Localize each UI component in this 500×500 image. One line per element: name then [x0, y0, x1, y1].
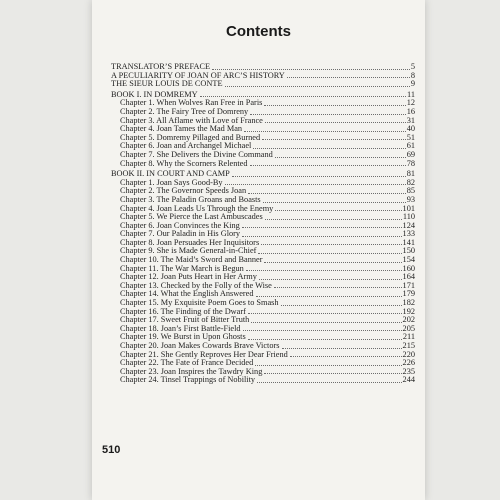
dot-leader — [242, 236, 401, 237]
part-title: BOOK I. IN DOMREMY — [111, 89, 198, 99]
chapter-title: Chapter 4. Joan Tames the Mad Man — [120, 124, 243, 134]
dot-leader — [244, 131, 406, 132]
chapter-page: 220 — [402, 349, 415, 359]
chapter-page: 31 — [406, 115, 415, 125]
entry-page: 5 — [410, 62, 415, 71]
chapter-title: Chapter 10. The Maid’s Sword and Banner — [120, 255, 263, 265]
dot-leader — [264, 373, 401, 374]
dot-leader — [250, 165, 406, 166]
chapter-page: 85 — [406, 186, 415, 196]
page-heading: Contents — [226, 23, 291, 40]
chapter-title: Chapter 22. The Fate of France Decided — [120, 358, 254, 368]
dot-leader — [274, 287, 402, 288]
chapter-title: Chapter 17. Sweet Fruit of Bitter Truth — [120, 315, 250, 325]
dot-leader — [256, 296, 402, 297]
chapter-title: Chapter 8. Why the Scorners Relented — [120, 158, 248, 168]
chapter-title: Chapter 4. Joan Leads Us Through the Enemy — [120, 203, 274, 213]
chapter-page: 133 — [402, 229, 415, 239]
chapter-title: Chapter 2. The Governor Speeds Joan — [120, 186, 247, 196]
chapter-page: 211 — [402, 332, 415, 342]
chapter-page: 244 — [402, 375, 415, 385]
chapter-page: 150 — [402, 246, 415, 256]
chapter-page: 93 — [406, 194, 415, 204]
dot-leader — [259, 279, 402, 280]
dot-leader — [248, 339, 402, 340]
chapter-title: Chapter 8. Joan Persuades Her Inquisitors — [120, 237, 260, 247]
dot-leader — [258, 253, 401, 254]
chapter-title: Chapter 12. Joan Puts Heart in Her Army — [120, 272, 257, 282]
entry-page: 9 — [410, 79, 415, 89]
part-title: BOOK II. IN COURT AND CAMP — [111, 169, 230, 179]
entry-title: A PECULIARITY OF JOAN OF ARC’S HISTORY — [111, 70, 285, 80]
chapter-page: 124 — [402, 220, 415, 230]
chapter-page: 82 — [406, 177, 415, 187]
chapter-page: 192 — [402, 306, 415, 316]
dot-leader — [243, 330, 402, 331]
chapter-title: Chapter 1. When Wolves Ran Free in Paris — [120, 98, 263, 108]
chapter-title: Chapter 16. The Finding of the Dwarf — [120, 306, 246, 316]
dot-leader — [242, 227, 402, 228]
chapter-title: Chapter 21. She Gently Reproves Her Dear Friend — [120, 349, 288, 359]
toc-chapter — [111, 160, 415, 169]
chapter-title: Chapter 7. Our Paladin in His Glory — [120, 229, 241, 239]
dot-leader — [225, 184, 406, 185]
chapter-page: 179 — [402, 289, 415, 299]
dot-leader — [282, 348, 402, 349]
dot-leader — [248, 193, 406, 194]
dot-leader — [253, 148, 405, 149]
chapter-page: 110 — [402, 212, 415, 222]
dot-leader — [275, 157, 406, 158]
entry-page: 8 — [410, 70, 415, 80]
dot-leader — [261, 244, 401, 245]
dot-leader — [250, 114, 406, 115]
chapter-page: 182 — [402, 298, 415, 308]
chapter-page: 154 — [402, 255, 415, 265]
dot-leader — [255, 365, 401, 366]
dot-leader — [257, 382, 401, 383]
chapter-title: Chapter 5. We Pierce the Last Ambuscades — [120, 212, 263, 222]
chapter-title: Chapter 9. She is Made General-in-Chief — [120, 246, 257, 256]
chapter-title: Chapter 18. Joan’s First Battle-Field — [120, 323, 241, 333]
chapter-page: 40 — [406, 124, 415, 134]
chapter-title: Chapter 6. Joan Convinces the King — [120, 220, 240, 230]
chapter-page: 202 — [402, 315, 415, 325]
book-page — [92, 0, 425, 500]
chapter-title: Chapter 7. She Delivers the Divine Command — [120, 149, 273, 159]
dot-leader — [200, 96, 406, 97]
dot-leader — [225, 86, 410, 87]
chapter-title: Chapter 23. Joan Inspires the Tawdry King — [120, 366, 263, 376]
chapter-page: 205 — [402, 323, 415, 333]
dot-leader — [262, 139, 406, 140]
chapter-page: 235 — [402, 366, 415, 376]
chapter-title: Chapter 11. The War March is Begun — [120, 263, 244, 273]
chapter-page: 226 — [402, 358, 415, 368]
dot-leader — [265, 122, 406, 123]
chapter-page: 16 — [406, 106, 415, 116]
page-number: 510 — [102, 444, 121, 456]
dot-leader — [212, 69, 410, 70]
dot-leader — [290, 356, 402, 357]
chapter-title: Chapter 6. Joan and Archangel Michael — [120, 141, 252, 151]
chapter-page: 171 — [402, 280, 415, 290]
dot-leader — [246, 270, 402, 271]
dot-leader — [264, 105, 405, 106]
chapter-page: 51 — [406, 132, 415, 142]
dot-leader — [275, 210, 401, 211]
toc-chapter — [111, 376, 415, 385]
chapter-title: Chapter 24. Tinsel Trappings of Nobility — [120, 375, 256, 385]
entry-title: TRANSLATOR’S PREFACE — [111, 62, 211, 71]
chapter-title: Chapter 3. The Paladin Groans and Boasts — [120, 194, 261, 204]
dot-leader — [281, 305, 402, 306]
toc-entry — [111, 80, 415, 89]
chapter-title: Chapter 2. The Fairy Tree of Domreny — [120, 106, 249, 116]
chapter-page: 61 — [406, 141, 415, 151]
dot-leader — [287, 77, 410, 78]
chapter-title: Chapter 14. What the English Answered — [120, 289, 254, 299]
chapter-title: Chapter 13. Checked by the Folly of the Wise — [120, 280, 272, 290]
chapter-title: Chapter 19. We Burst in Upon Ghosts — [120, 332, 246, 342]
entry-page: 11 — [407, 89, 415, 99]
chapter-title: Chapter 15. My Exquisite Poem Goes to Smash — [120, 298, 279, 308]
chapter-title: Chapter 5. Domremy Pillaged and Burned — [120, 132, 261, 142]
chapter-title: Chapter 3. All Aflame with Love of France — [120, 115, 263, 125]
dot-leader — [232, 176, 406, 177]
chapter-page: 164 — [402, 272, 415, 282]
dot-leader — [248, 313, 402, 314]
dot-leader — [264, 262, 401, 263]
dot-leader — [265, 219, 402, 220]
chapter-page: 141 — [402, 237, 415, 247]
chapter-title: Chapter 20. Joan Makes Cowards Brave Victors — [120, 341, 280, 350]
dot-leader — [263, 202, 406, 203]
chapter-page: 69 — [406, 149, 415, 159]
dot-leader — [251, 322, 401, 323]
chapter-page: 215 — [402, 341, 415, 350]
chapter-page: 12 — [406, 98, 415, 108]
entry-title: THE SIEUR LOUIS DE CONTE — [111, 79, 223, 89]
table-of-contents — [111, 63, 415, 385]
chapter-page: 78 — [406, 158, 415, 168]
chapter-page: 160 — [402, 263, 415, 273]
chapter-page: 101 — [402, 203, 415, 213]
entry-page: 81 — [406, 169, 415, 179]
chapter-title: Chapter 1. Joan Says Good-By — [120, 177, 223, 187]
